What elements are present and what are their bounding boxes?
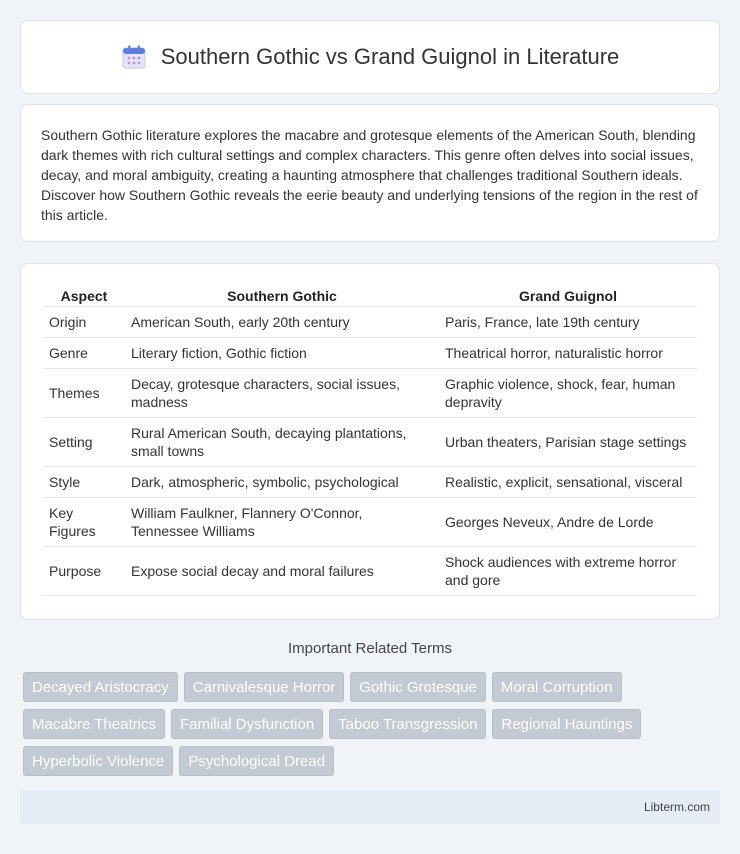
- table-row: [43, 418, 697, 467]
- cell-grand-guignol: Shock audiences with extreme horror and gore: [439, 547, 697, 596]
- footer-site-link[interactable]: Libterm.com: [643, 800, 710, 814]
- intro-paragraph: Southern Gothic literature explores the macabre and grotesque elements of the American South, blending dark themes with rich cultural settings and complex characters. This genre often delves into social issues, decay, and moral ambiguity, creating a haunting atmosphere that challenges traditional Southern ideals. Discover how Southern Gothic reveals the eerie beauty and underlying tensions of the region in the rest of this article.: [41, 127, 698, 223]
- comparison-table: [43, 284, 697, 596]
- cell-southern-gothic: American South, early 20th century: [125, 307, 439, 338]
- related-term-tag[interactable]: Carnivalesque Horror: [184, 672, 345, 702]
- cell-aspect: Origin: [43, 307, 125, 338]
- table-row: [43, 547, 697, 596]
- table-row: [43, 369, 697, 418]
- comparison-table-card: [20, 263, 720, 620]
- cell-aspect: Purpose: [43, 547, 125, 596]
- intro-card: [20, 104, 720, 242]
- header-aspect: Aspect: [43, 284, 125, 307]
- cell-southern-gothic: Rural American South, decaying plantations, small towns: [125, 418, 439, 467]
- related-term-tag[interactable]: Regional Hauntings: [492, 709, 641, 739]
- related-term-tag[interactable]: Gothic Grotesque: [350, 672, 486, 702]
- cell-southern-gothic: Decay, grotesque characters, social issues, madness: [125, 369, 439, 418]
- cell-grand-guignol: Graphic violence, shock, fear, human depravity: [439, 369, 697, 418]
- related-term-tag[interactable]: Taboo Transgression: [329, 709, 486, 739]
- table-row: [43, 498, 697, 547]
- related-terms-list: [23, 672, 723, 776]
- cell-southern-gothic: Expose social decay and moral failures: [125, 547, 439, 596]
- title-wrap: [121, 44, 620, 70]
- related-term-tag[interactable]: Psychological Dread: [179, 746, 334, 776]
- related-term-tag[interactable]: Hyperbolic Violence: [23, 746, 173, 776]
- related-terms-heading: Important Related Terms: [288, 640, 452, 657]
- header-southern-gothic: Southern Gothic: [125, 284, 439, 307]
- cell-aspect: Themes: [43, 369, 125, 418]
- header-grand-guignol: Grand Guignol: [439, 284, 697, 307]
- cell-grand-guignol: Theatrical horror, naturalistic horror: [439, 338, 697, 369]
- cell-southern-gothic: Literary fiction, Gothic fiction: [125, 338, 439, 369]
- related-term-tag[interactable]: Familial Dysfunction: [171, 709, 323, 739]
- table-row: [43, 467, 697, 498]
- cell-grand-guignol: Paris, France, late 19th century: [439, 307, 697, 338]
- related-term-tag[interactable]: Macabre Theatrics: [23, 709, 165, 739]
- cell-aspect: Genre: [43, 338, 125, 369]
- table-row: [43, 307, 697, 338]
- cell-aspect: Style: [43, 467, 125, 498]
- cell-grand-guignol: Realistic, explicit, sensational, visceral: [439, 467, 697, 498]
- cell-aspect: Key Figures: [43, 498, 125, 547]
- table-header-row: [43, 284, 697, 307]
- cell-southern-gothic: William Faulkner, Flannery O'Connor, Tennessee Williams: [125, 498, 439, 547]
- footer: [20, 790, 720, 824]
- cell-grand-guignol: Urban theaters, Parisian stage settings: [439, 418, 697, 467]
- cell-aspect: Setting: [43, 418, 125, 467]
- page-title: Southern Gothic vs Grand Guignol in Literature: [160, 44, 620, 69]
- cell-grand-guignol: Georges Neveux, Andre de Lorde: [439, 498, 697, 547]
- related-term-tag[interactable]: Decayed Aristocracy: [23, 672, 178, 702]
- header-card: [20, 20, 720, 94]
- table-row: [43, 338, 697, 369]
- calendar-icon: [121, 44, 147, 70]
- related-term-tag[interactable]: Moral Corruption: [492, 672, 622, 702]
- cell-southern-gothic: Dark, atmospheric, symbolic, psychological: [125, 467, 439, 498]
